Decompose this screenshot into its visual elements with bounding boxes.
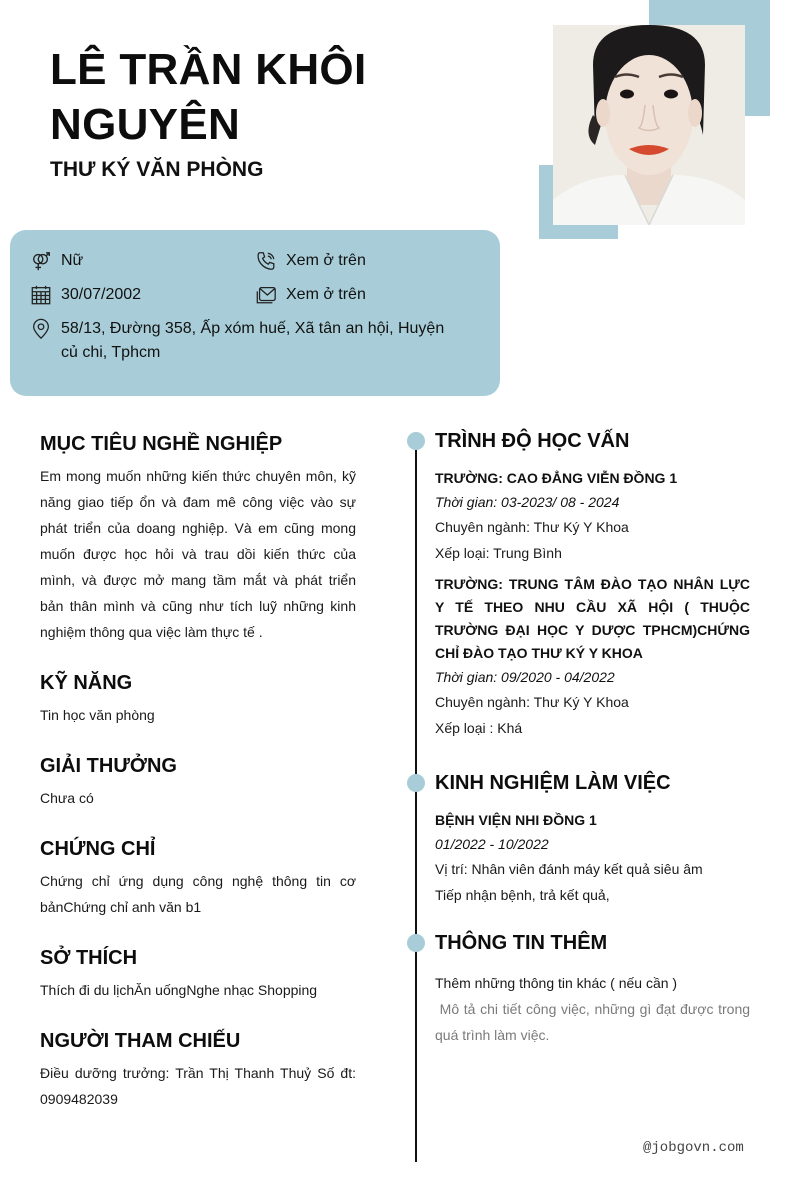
experience-heading: KINH NGHIỆM LÀM VIỆC <box>435 772 671 794</box>
gender-icon <box>30 250 52 272</box>
awards-heading: GIẢI THƯỞNG <box>40 755 177 777</box>
timeline-dot-icon <box>407 774 425 792</box>
section-experience <box>435 770 750 908</box>
section-awards <box>40 753 356 811</box>
contact-birthday <box>30 283 141 307</box>
education-grade: Xếp loại: Trung Bình <box>435 545 562 561</box>
phone-icon <box>255 250 277 272</box>
education-time: Thời gian: 03-2023/ 08 - 2024 <box>435 494 620 510</box>
additional-heading: THÔNG TIN THÊM <box>435 932 608 954</box>
references-body: Điều dưỡng trưởng: Trần Thị Thanh Thuỷ Số đt: 0909482039 <box>40 1065 356 1107</box>
awards-body: Chưa có <box>40 790 94 806</box>
education-item <box>435 573 750 741</box>
timeline-line <box>415 440 417 1162</box>
experience-time: 01/2022 - 10/2022 <box>435 836 549 852</box>
location-pin-icon <box>30 318 52 340</box>
profile-photo <box>553 25 745 225</box>
section-hobbies <box>40 945 356 1003</box>
contact-info-box <box>10 230 500 396</box>
education-item <box>435 467 750 566</box>
experience-position: Vị trí: Nhân viên đánh máy kết quả siêu âm <box>435 861 703 877</box>
contact-gender <box>30 249 83 273</box>
email-value: Xem ở trên <box>286 286 366 303</box>
portrait-icon <box>553 25 745 225</box>
experience-duty: Tiếp nhận bệnh, trả kết quả, <box>435 887 610 903</box>
section-additional <box>435 930 754 1048</box>
section-certificates <box>40 836 356 920</box>
objective-body: Em mong muốn những kiến thức chuyên môn, kỹ năng giao tiếp ổn và đam mê công việc vào sự phát triển của doang nghiệp. Và em cũng mong muốn được học hỏi và trau dồi kiến thức của mình, và được mở mang tầm mắt và phát triển bản thân mình và cũng như tích luỹ những kinh nghiệm thông qua việc làm thực tế . <box>40 468 356 640</box>
address-value: 58/13, Đường 358, Ấp xóm huế, Xã tân an hội, Huyện củ chi, Tphcm <box>61 320 445 361</box>
education-school: TRƯỜNG: CAO ĐẲNG VIỄN ĐỒNG 1 <box>435 470 678 486</box>
objective-heading: MỤC TIÊU NGHỀ NGHIỆP <box>40 433 283 455</box>
additional-description: Mô tả chi tiết công việc, những gì đạt được trong quá trình làm việc. <box>435 1001 754 1043</box>
candidate-name: LÊ TRẦN KHÔI NGUYÊN <box>50 45 367 149</box>
contact-address <box>30 317 460 365</box>
calendar-icon <box>30 284 52 306</box>
additional-line: Thêm những thông tin khác ( nếu cần ) <box>435 975 678 991</box>
email-icon <box>255 284 277 306</box>
birthday-value: 30/07/2002 <box>61 286 142 303</box>
timeline-dot-icon <box>407 432 425 450</box>
education-school: TRƯỜNG: TRUNG TÂM ĐÀO TẠO NHÂN LỰC Y TẾ THEO NHU CẦU XÃ HỘI ( THUỘC TRƯỜNG ĐẠI HỌC Y DƯỢC TPHCM)CHỨNG CHỈ ĐÀO TẠO THƯ KÝ Y KHOA <box>435 576 750 661</box>
section-references <box>40 1028 356 1112</box>
gender-value: Nữ <box>61 252 84 269</box>
skills-body: Tin học văn phòng <box>40 707 155 723</box>
education-heading: TRÌNH ĐỘ HỌC VẤN <box>435 430 630 452</box>
phone-value: Xem ở trên <box>286 252 366 269</box>
certificates-heading: CHỨNG CHỈ <box>40 838 156 860</box>
education-major: Chuyên ngành: Thư Ký Y Khoa <box>435 519 629 535</box>
watermark: @jobgovn.com <box>643 1140 744 1156</box>
section-education <box>435 428 750 741</box>
references-heading: NGƯỜI THAM CHIẾU <box>40 1030 241 1052</box>
section-skills <box>40 670 356 728</box>
education-major: Chuyên ngành: Thư Ký Y Khoa <box>435 694 629 710</box>
job-title: THƯ KÝ VĂN PHÒNG <box>50 158 264 181</box>
certificates-body: Chứng chỉ ứng dụng công nghệ thông tin cơ bảnChứng chỉ anh văn b1 <box>40 873 356 915</box>
skills-heading: KỸ NĂNG <box>40 672 133 694</box>
additional-content <box>435 970 754 1048</box>
timeline-dot-icon <box>407 934 425 952</box>
education-grade: Xếp loại : Khá <box>435 720 523 736</box>
education-time: Thời gian: 09/2020 - 04/2022 <box>435 669 615 685</box>
contact-email <box>255 283 366 307</box>
section-objective <box>40 431 356 645</box>
hobbies-body: Thích đi du lịchĂn uốngNghe nhạc Shopping <box>40 982 318 998</box>
experience-item <box>435 809 750 908</box>
experience-company: BỆNH VIỆN NHI ĐỒNG 1 <box>435 812 597 828</box>
contact-phone <box>255 249 366 273</box>
hobbies-heading: SỞ THÍCH <box>40 947 138 969</box>
